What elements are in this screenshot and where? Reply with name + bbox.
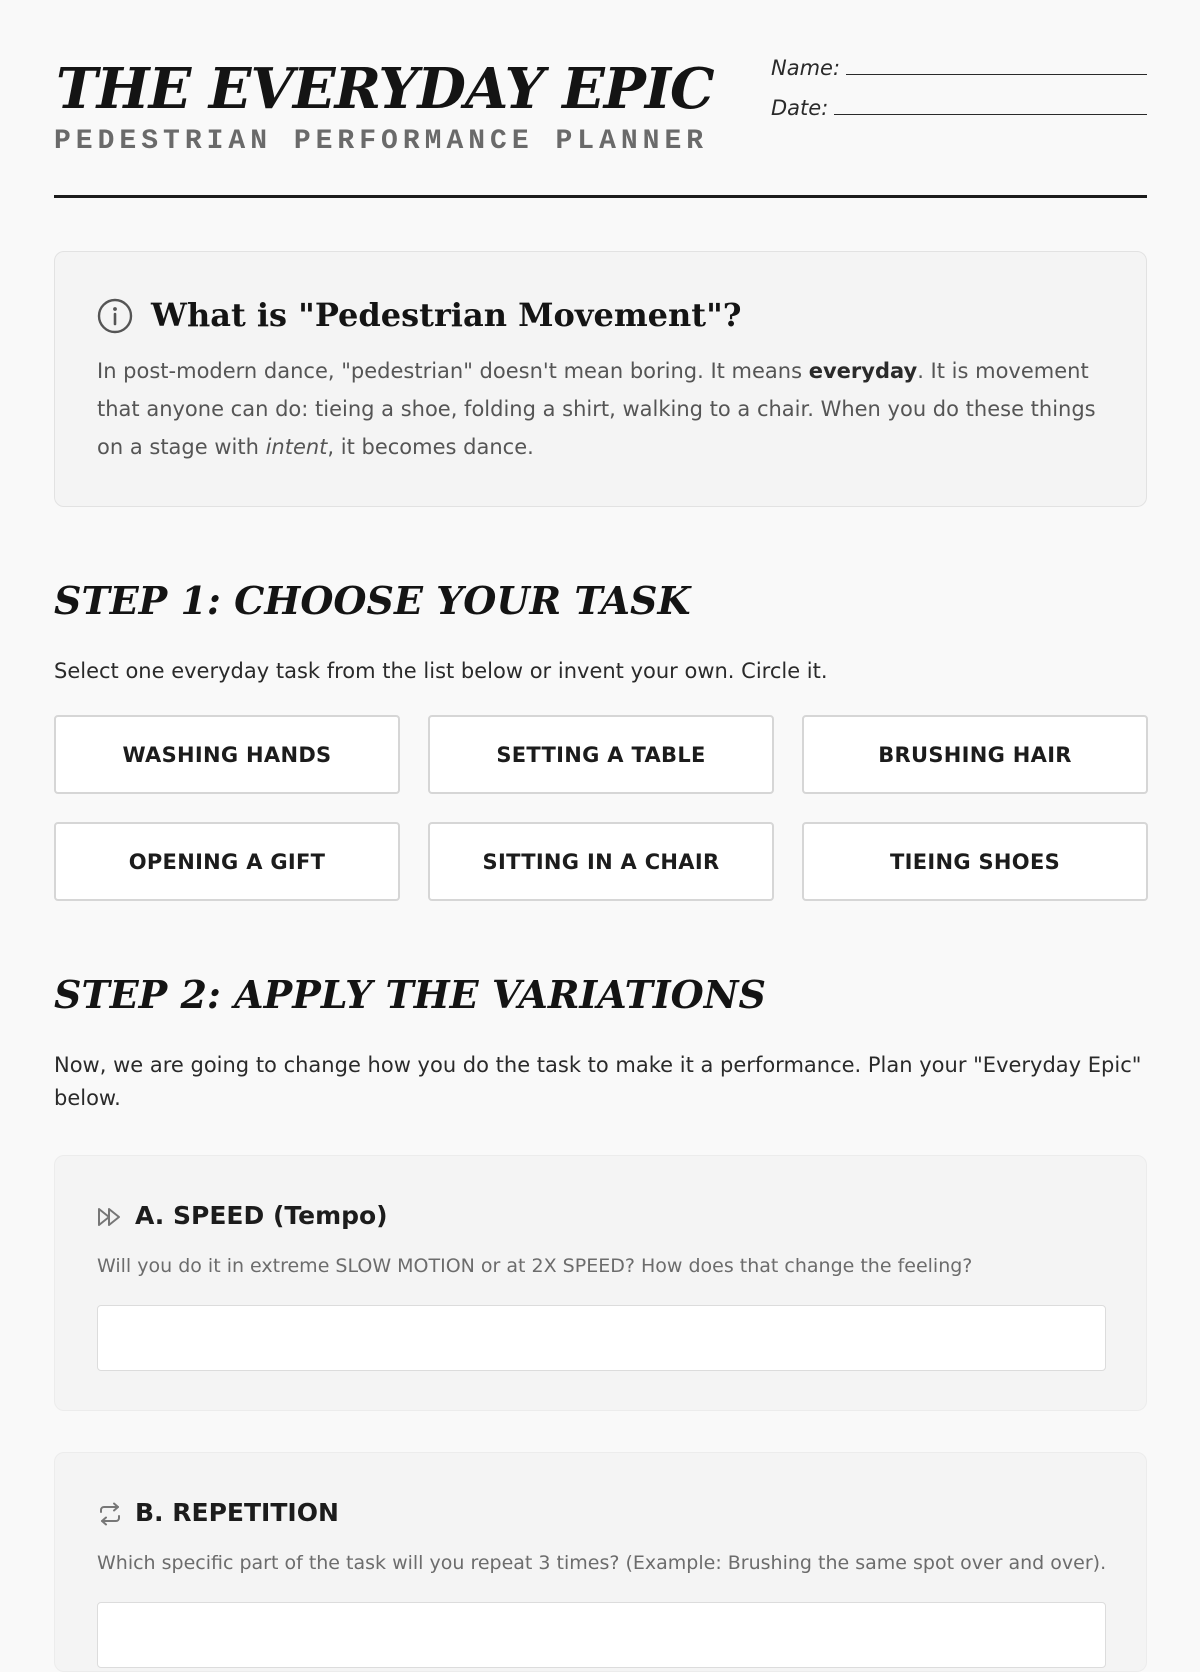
worksheet-title: THE EVERYDAY EPIC [56, 56, 714, 122]
task-option[interactable]: TIEING SHOES [802, 822, 1148, 901]
repetition-answer-input[interactable] [97, 1602, 1106, 1668]
variation-title: B. REPETITION [135, 1498, 339, 1527]
speed-answer-input[interactable] [97, 1305, 1106, 1371]
step2-heading: STEP 2: APPLY THE VARIATIONS [54, 972, 766, 1017]
worksheet-header [54, 0, 1147, 198]
name-line[interactable] [846, 74, 1147, 75]
task-option[interactable]: WASHING HANDS [54, 715, 400, 794]
task-option[interactable]: SITTING IN A CHAIR [428, 822, 774, 901]
step1-instruction: Select one everyday task from the list below or invent your own. Circle it. [54, 659, 828, 683]
worksheet-page [54, 0, 1147, 1574]
info-body [97, 352, 1107, 466]
info-title: What is "Pedestrian Movement"? [151, 296, 742, 334]
variation-title: A. SPEED (Tempo) [135, 1201, 388, 1230]
variation-prompt: Will you do it in extreme SLOW MOTION or at 2X SPEED? How does that change the feeling? [97, 1255, 973, 1277]
task-options [54, 715, 1147, 901]
info-body-bold: everyday [808, 359, 918, 383]
variation-card-repetition [54, 1452, 1147, 1672]
worksheet-subtitle: PEDESTRIAN PERFORMANCE PLANNER [54, 126, 709, 157]
repeat-icon [97, 1501, 123, 1527]
task-option[interactable]: BRUSHING HAIR [802, 715, 1148, 794]
task-option[interactable]: SETTING A TABLE [428, 715, 774, 794]
name-label: Name: [771, 56, 841, 80]
name-field[interactable] [771, 56, 1147, 80]
date-label: Date: [771, 96, 829, 120]
info-body-text-1: In post-modern dance, "pedestrian" doesn't mean boring. It means [97, 359, 809, 383]
info-body-italic: intent [265, 435, 328, 459]
task-option[interactable]: OPENING A GIFT [54, 822, 400, 901]
fast-forward-icon [97, 1204, 123, 1230]
date-line[interactable] [834, 114, 1147, 115]
date-field[interactable] [771, 96, 1147, 120]
info-body-text-3: , it becomes dance. [327, 435, 534, 459]
info-body-text-2: . It is movement that anyone can do: tieing a shoe, folding a shirt, walking to a chair. When you do these things on a stage with [97, 359, 1096, 459]
variation-card-speed [54, 1155, 1147, 1411]
step1-heading: STEP 1: CHOOSE YOUR TASK [54, 578, 691, 623]
variation-prompt: Which specific part of the task will you repeat 3 times? (Example: Brushing the same spot over and over). [97, 1552, 1107, 1574]
info-circle-icon [97, 298, 133, 334]
step2-instruction: Now, we are going to change how you do the task to make it a performance. Plan your "Everyday Epic" below. [54, 1053, 1142, 1110]
info-box [54, 251, 1147, 507]
